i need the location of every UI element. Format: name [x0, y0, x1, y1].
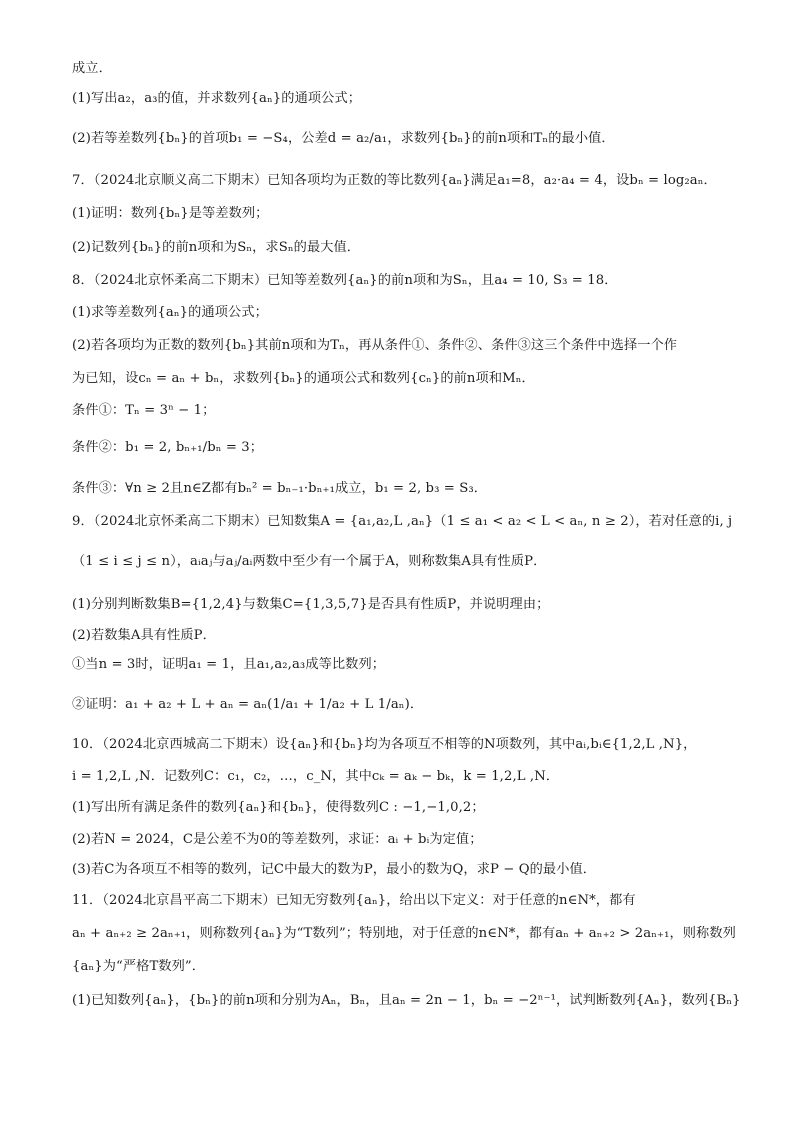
text-line-18: ①当n = 3时，证明a₁ = 1，且a₁,a₂,a₃成等比数列； — [72, 657, 386, 672]
text-line-6: (2)记数列{bₙ}的前n项和为Sₙ，求Sₙ的最大值． — [72, 240, 361, 255]
question-9-stem: 9．（2024北京怀柔高二下期末）已知数集A = {a₁,a₂,L ,aₙ}（1 ≤ a₁ < a₂ < L < aₙ, n ≥ 2），若对任意的i, j — [72, 514, 733, 529]
text-line-28: (1)已知数列{aₙ}，{bₙ}的前n项和分别为Aₙ，Bₙ，且aₙ = 2n − 1，bₙ = −2ⁿ⁻¹，试判断数列{Aₙ}，数列{Bₙ} — [72, 993, 741, 1008]
text-line-8: (1)求等差数列{aₙ}的通项公式； — [72, 305, 268, 320]
question-7-stem: 7．（2024北京顺义高二下期末）已知各项均为正数的等比数列{aₙ}满足a₁=8，a₂·a₄ = 4，设bₙ = log₂aₙ． — [72, 173, 717, 188]
text-line-9: (2)若各项均为正数的数列{bₙ}其前n项和为Tₙ，再从条件①、条件②、条件③这三个条件中选择一个作 — [72, 338, 678, 353]
condition-3: 条件③：∀n ≥ 2且n∈Z都有bₙ² = bₙ₋₁·bₙ₊₁成立，b₁ = 2, b₃ = S₃． — [72, 481, 488, 496]
text-line-22: (1)写出所有满足条件的数列{aₙ}和{bₙ}，使得数列C : −1,−1,0,2； — [72, 800, 485, 815]
question-8-stem: 8．（2024北京怀柔高二下期末）已知等差数列{aₙ}的前n项和为Sₙ，且a₄ = 10, S₃ = 18． — [72, 273, 618, 288]
text-line-24: (3)若C为各项互不相等的数列，记C中最大的数为P，最小的数为Q，求P − Q的最小值． — [72, 862, 597, 877]
text-line-27: {aₙ}为“严格T数列”． — [72, 959, 206, 974]
text-line-10: 为已知，设cₙ = aₙ + bₙ，求数列{bₙ}的通项公式和数列{cₙ}的前n项和Mₙ． — [72, 371, 535, 386]
condition-1: 条件①：Tₙ = 3ⁿ − 1； — [72, 403, 216, 418]
text-line-17: (2)若数集A具有性质P． — [72, 628, 216, 643]
text-line-1: 成立． — [72, 61, 112, 76]
question-11-stem: 11．（2024北京昌平高二下期末）已知无穷数列{aₙ}，给出以下定义：对于任意的n∈N*，都有 — [72, 893, 636, 908]
condition-2: 条件②：b₁ = 2, bₙ₊₁/bₙ = 3； — [72, 440, 264, 455]
text-line-3: (2)若等差数列{bₙ}的首项b₁ = −S₄，公差d = a₂/a₁，求数列{bₙ}的前n项和Tₙ的最小值． — [72, 131, 615, 146]
text-line-15: （1 ≤ i ≤ j ≤ n），aᵢaⱼ与aⱼ/aᵢ两数中至少有一个属于A，则称数集A具有性质P． — [72, 554, 547, 569]
text-line-19: ②证明：a₁ + a₂ + L + aₙ = aₙ(1/a₁ + 1/a₂ + L 1/aₙ)． — [72, 697, 424, 712]
text-line-5: (1)证明：数列{bₙ}是等差数列； — [72, 206, 269, 221]
text-line-23: (2)若N = 2024，C是公差不为0的等差数列，求证：aᵢ + bᵢ为定值； — [72, 832, 483, 847]
text-line-26: aₙ + aₙ₊₂ ≥ 2aₙ₊₁，则称数列{aₙ}为“T数列”；特别地，对于任意的n∈N*，都有aₙ + aₙ₊₂ > 2aₙ₊₁，则称数列 — [72, 926, 736, 941]
text-line-16: (1)分别判断数集B={1,2,4}与数集C={1,3,5,7}是否具有性质P，并说明理由； — [72, 597, 550, 612]
text-line-2: (1)写出a₂，a₃的值，并求数列{aₙ}的通项公式； — [72, 91, 362, 106]
text-line-21: i = 1,2,L ,N．记数列C：c₁，c₂，…，c_N，其中cₖ = aₖ − bₖ，k = 1,2,L ,N． — [72, 769, 560, 784]
question-10-stem: 10．（2024北京西城高二下期末）设{aₙ}和{bₙ}均为各项互不相等的N项数列，其中aᵢ,bᵢ∈{1,2,L ,N}， — [72, 737, 697, 752]
